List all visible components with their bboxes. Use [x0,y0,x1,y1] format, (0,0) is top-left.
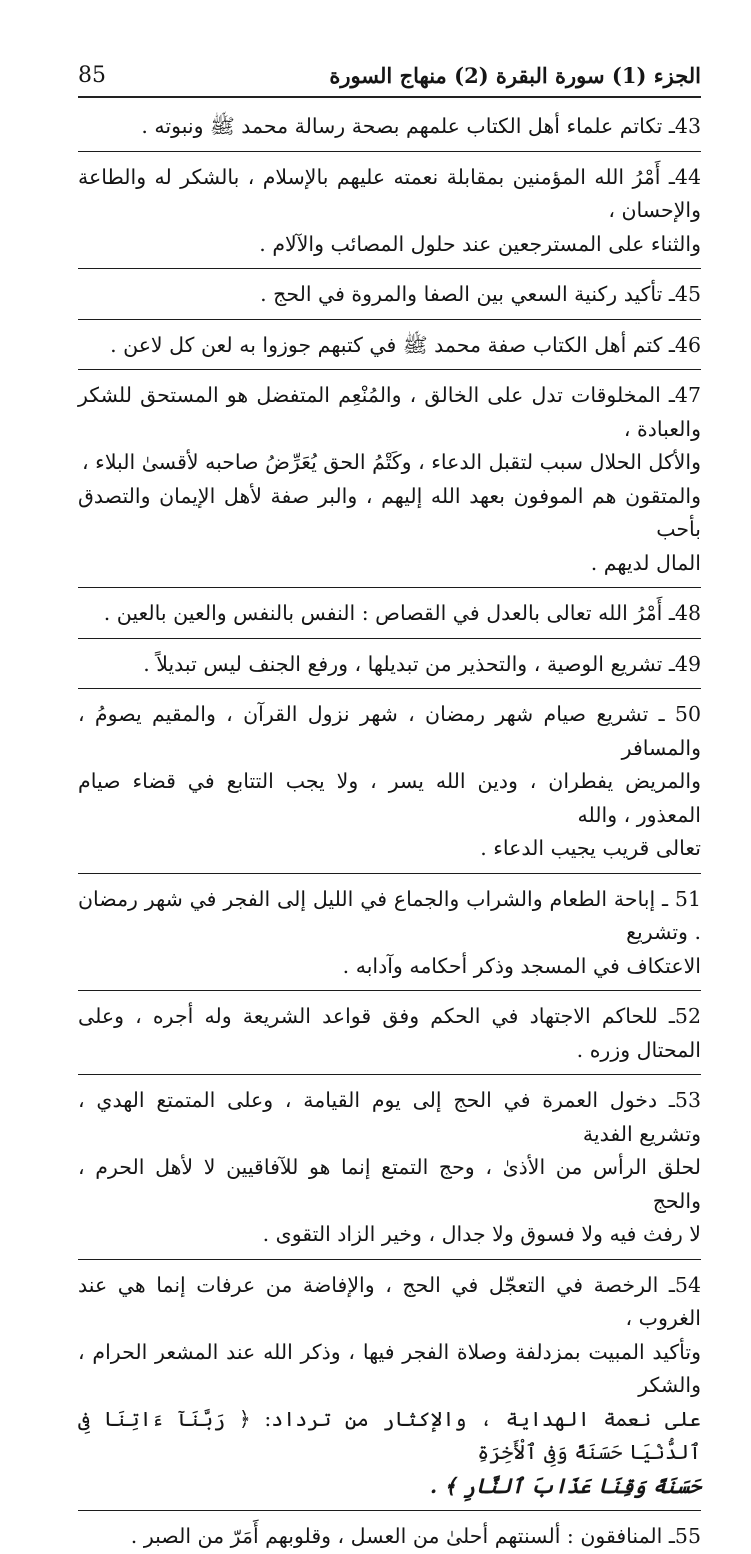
item-line: الاعتكاف في المسجد وذكر أحكامه وآدابه . [342,953,701,978]
item-line: 50 ـ تشريع صيام شهر رمضان ، شهر نزول القرآن ، والمقيم يصومُ ، والمسافر [78,702,701,760]
item-line: 43ـ تكاتم علماء أهل الكتاب علمهم بصحة رسالة محمد ﷺ ونبوته . [141,114,701,138]
item-line: 48ـ أَمْرُ الله تعالى بالعدل في القصاص : النفس بالنفس والعين بالعين . [103,601,701,625]
divider [78,151,701,152]
item-line: 55ـ المنافقون : ألسنتهم أحلىٰ من العسل ، وقلوبهم أَمَرّ من الصبر . [130,1524,701,1548]
divider [78,1074,701,1075]
item-line: المال لديهم . [590,550,701,575]
divider [78,587,701,588]
list-item [78,698,701,866]
list-item [78,379,701,580]
item-line: والثناء على المسترجعين عند حلول المصائب والآلام . [259,231,701,256]
item-line: لحلق الرأس من الأذىٰ ، وحج التمتع إنما هو للآفاقيين لا لأهل الحرم ، والحج [78,1155,701,1213]
list-item [78,883,701,984]
list-item [78,1520,701,1554]
list-item [78,161,701,262]
item-line: 45ـ تأكيد ركنية السعي بين الصفا والمروة في الحج . [260,282,701,306]
item-line: والأكل الحلال سبب لتقبل الدعاء ، وكَتْمُ الحق يُعَرِّضُ صاحبه لأقسىٰ البلاء ، [82,450,701,474]
item-line: 53ـ دخول العمرة في الحج إلى يوم القيامة ، وعلى المتمتع الهدي ، وتشريع الفدية [78,1088,701,1146]
list-item [78,1084,701,1252]
item-line: 51 ـ إباحة الطعام والشراب والجماع في الليل إلى الفجر في شهر رمضان . وتشريع [78,886,701,944]
divider [78,688,701,689]
item-line: والمريض يفطران ، ودين الله يسر ، ولا يجب التتابع في قضاء صيام المعذور ، والله [78,769,701,827]
divider [78,990,701,991]
items-list [78,110,701,1554]
list-item [78,648,701,682]
divider [78,638,701,639]
list-item [78,1269,701,1504]
item-line: 49ـ تشريع الوصية ، والتحذير من تبديلها ، ورفع الجنف ليس تبديلاً . [143,651,701,676]
item-line: والمتقون هم الموفون بعهد الله إليهم ، والبر صفة لأهل الإيمان والتصدق بأحب [78,483,701,541]
page-header [78,48,701,98]
item-line: وتأكيد المبيت بمزدلفة وصلاة الفجر فيها ، وذكر الله عند المشعر الحرام ، والشكر [78,1339,701,1397]
list-item [78,110,701,144]
item-line: تعالى قريب يجيب الدعاء . [480,836,701,860]
item-line: لا رفث فيه ولا فسوق ولا جدال ، وخير الزاد التقوى . [262,1222,701,1246]
page-number: 85 [78,63,106,88]
list-item [78,597,701,631]
running-head: الجزء (1) سورة البقرة (2) منهاج السورة [329,63,701,88]
divider [78,873,701,874]
item-line: 54ـ الرخصة في التعجّل في الحج ، والإفاضة من عرفات إنما هي عند الغروب ، [78,1272,701,1330]
quran-verse-line: حَسَنَةً وَقِنَا عَذَابَ ٱلنَّارِ ﴾ . [429,1473,701,1498]
list-item [78,329,701,363]
divider [78,1259,701,1260]
item-line: 46ـ كتم أهل الكتاب صفة محمد ﷺ في كتبهم جوزوا به لعن كل لاعن . [110,332,701,357]
divider [78,268,701,269]
item-line: 47ـ المخلوقات تدل على الخالق ، والمُنْعِم المتفضل هو المستحق للشكر والعبادة ، [78,383,701,441]
item-line: 44ـ أَمْرُ الله المؤمنين بمقابلة نعمته عليهم بالإسلام ، بالشكر له والطاعة والإحسان ، [78,164,701,222]
divider [78,369,701,370]
divider [78,319,701,320]
item-line: على نعمة الهداية ، والإكثار من ترداد: ﴿ رَبَّنَآ ءَاتِنَا فِى ٱلدُّنْيَا حَسَنَةً وَفِى ٱلْأَخِرَةِ [78,1406,701,1464]
list-item [78,278,701,312]
list-item [78,1000,701,1067]
divider [78,1510,701,1511]
item-line: 52ـ للحاكم الاجتهاد في الحكم وفق قواعد الشريعة وله أجره ، وعلى المحتال وزره . [78,1004,701,1062]
